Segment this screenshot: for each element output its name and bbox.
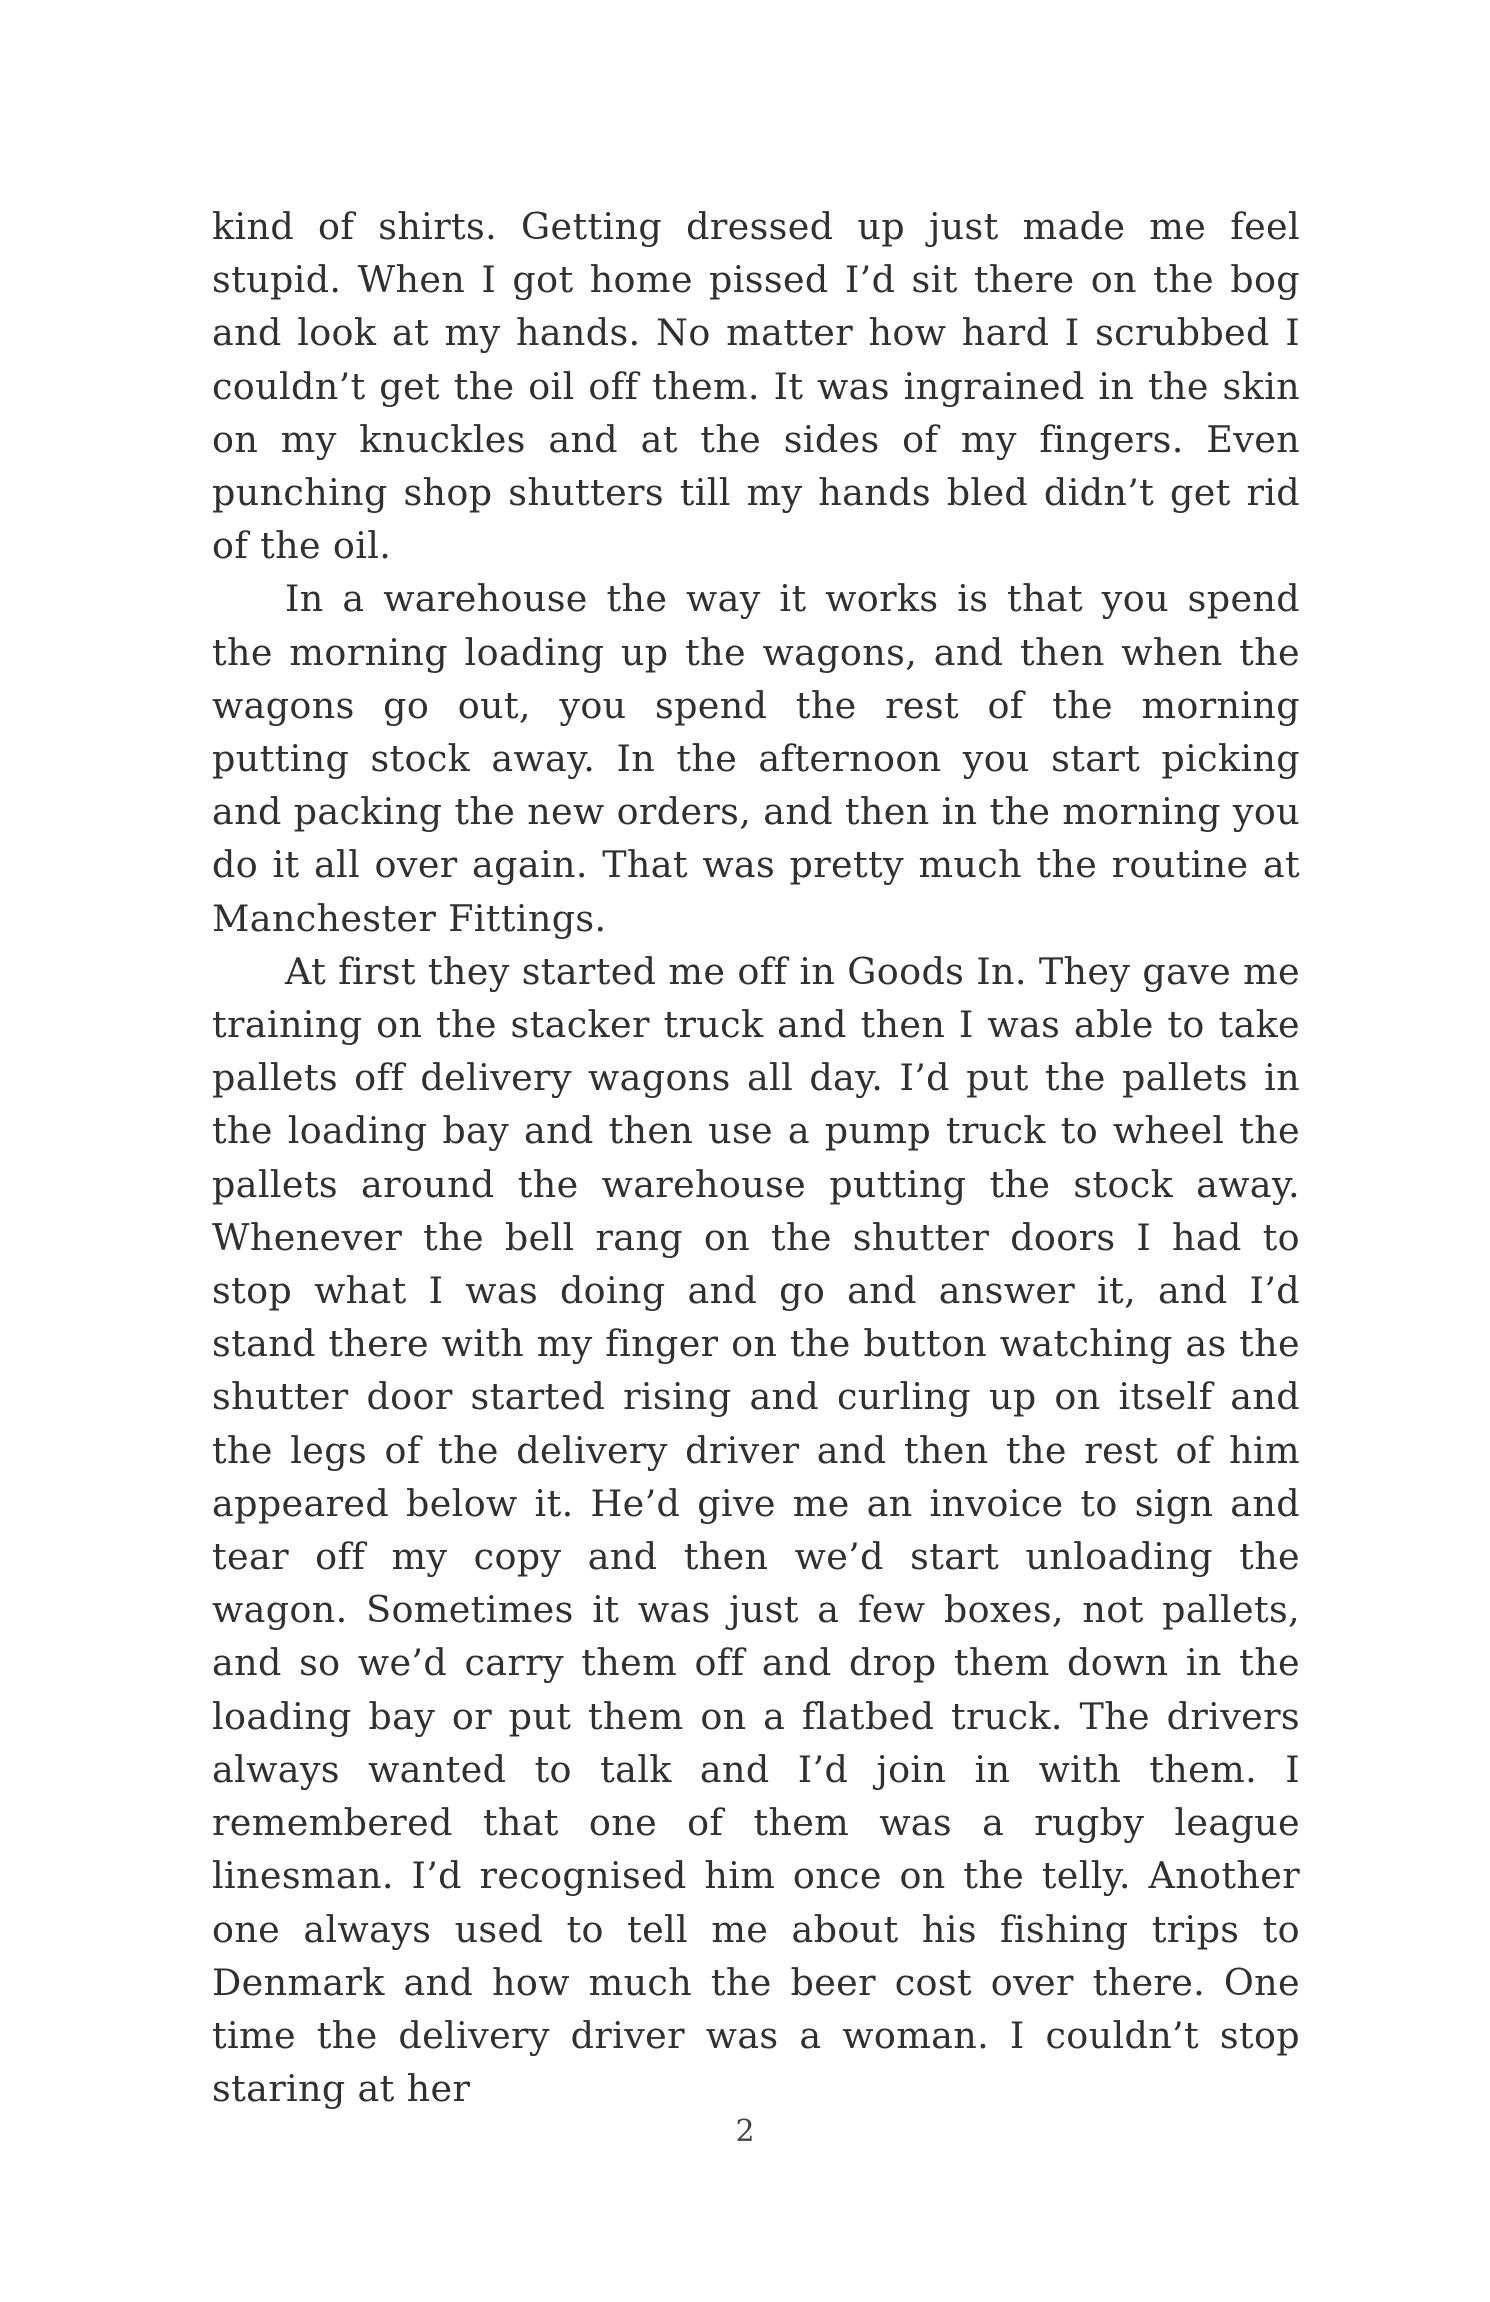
paragraph-3: At first they started me off in Goods In. They gave me training on the stacker truck and then I was able to take pallets off delivery wagons all day. I’d put the pallets in the loading bay and then use a pump truck to wheel the pallets around the warehouse putting the stock away. Whenever the bell rang on the shutter doors I had to stop what I was doing and go and answer it, and I’d stand there with my finger on the button watching as the shutter door started rising and curling up on itself and the legs of the delivery driver and then the rest of him appeared below it. He’d give me an invoice to sign and tear off my copy and then we’d start unloading the wagon. Sometimes it was just a few boxes, not pallets, and so we’d carry them off and drop them down in the loading bay or put them on a flatbed truck. The drivers always wanted to talk and I’d join in with them. I remembered that one of them was a rugby league linesman. I’d recognised him once on the telly. Another one always used to tell me about his fishing trips to Denmark and how much the beer cost over there. One time the delivery driver was a woman. I couldn’t stop staring at her xyxy=(212,949,1300,2111)
paragraph-1: kind of shirts. Getting dressed up just made me feel stupid. When I got home pissed I’d sit there on the bog and look at my hands. No matter how hard I scrubbed I couldn’t get the oil off them. It was ingrained in the skin on my knuckles and at the sides of my fingers. Even punching shop shutters till my hands bled didn’t get rid of the oil. xyxy=(212,205,1300,568)
page-number: 2 xyxy=(735,2114,755,2149)
body-text xyxy=(212,200,1300,2115)
paragraph-2: In a warehouse the way it works is that you spend the morning loading up the wagons, and then when the wagons go out, you spend the rest of the morning putting stock away. In the afternoon you start picking and packing the new orders, and then in the morning you do it all over again. That was pretty much the routine at Manchester Fittings. xyxy=(212,577,1300,940)
